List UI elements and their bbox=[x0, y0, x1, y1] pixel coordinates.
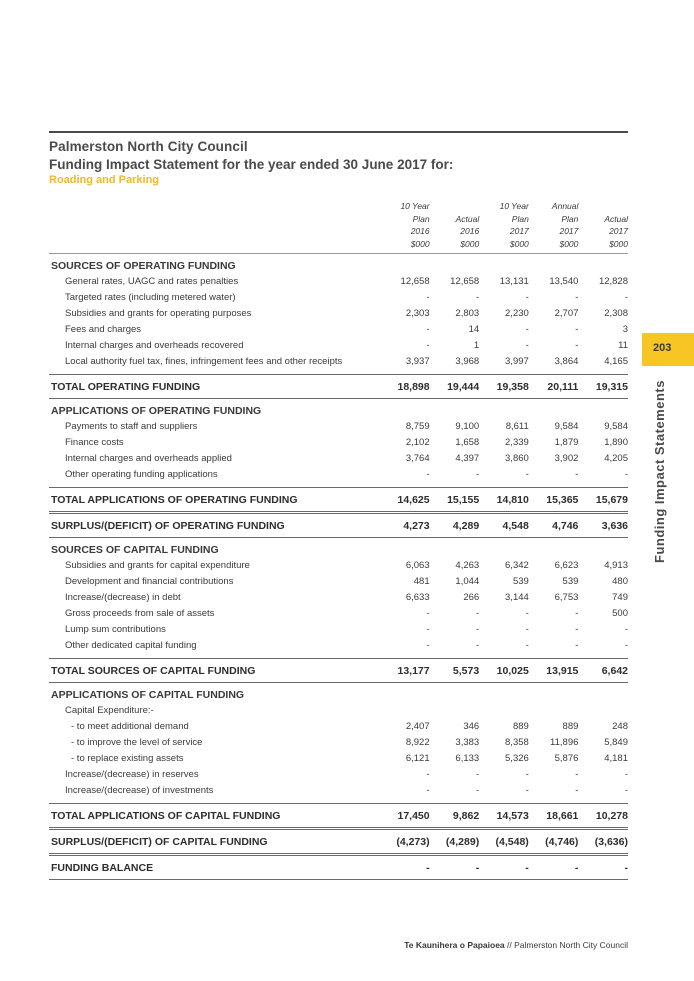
cell-value: 1,879 bbox=[554, 436, 579, 448]
cell-value: 9,100 bbox=[455, 420, 480, 432]
cell-value: - bbox=[575, 607, 579, 619]
header-blank bbox=[49, 195, 380, 254]
top-rule bbox=[49, 131, 628, 133]
cell-value: 500 bbox=[612, 607, 628, 619]
cell-value: 3,860 bbox=[505, 452, 529, 464]
section-heading-row bbox=[49, 683, 628, 703]
cell-value: - bbox=[426, 291, 430, 303]
row-label: TOTAL APPLICATIONS OF OPERATING FUNDING bbox=[49, 488, 380, 513]
cell-value: 8,358 bbox=[505, 736, 529, 748]
cell-value: 6,642 bbox=[578, 659, 628, 683]
cell-value: - bbox=[525, 607, 529, 619]
section-heading-row bbox=[49, 399, 628, 419]
cell-value: 8,611 bbox=[505, 420, 529, 432]
cell-value: - bbox=[426, 623, 430, 635]
footer-separator: // bbox=[507, 940, 512, 950]
cell-value: 2,303 bbox=[405, 307, 430, 319]
table-row bbox=[49, 750, 628, 766]
cell-value: 1,658 bbox=[455, 436, 480, 448]
cell-value: - bbox=[525, 784, 529, 796]
row-label: Development and financial contributions bbox=[65, 575, 234, 587]
cell-value: 18,661 bbox=[529, 804, 579, 829]
surplus-row bbox=[49, 829, 628, 855]
cell-value: 2,707 bbox=[554, 307, 579, 319]
page-title: Funding Impact Statement for the year ended 30 June 2017 for: bbox=[49, 157, 454, 172]
cell-value: 539 bbox=[562, 575, 579, 587]
table-row bbox=[49, 337, 628, 353]
cell-value: 3 bbox=[622, 323, 628, 335]
cell-value: 10,278 bbox=[578, 804, 628, 829]
cell-value: 15,679 bbox=[578, 488, 628, 513]
cell-value: 4,289 bbox=[430, 513, 480, 538]
table-row bbox=[49, 637, 628, 653]
cell-value: 13,915 bbox=[529, 659, 579, 683]
cell-value: 4,181 bbox=[604, 752, 628, 764]
col-header-4: Annual Plan 2017 $000 bbox=[529, 195, 579, 254]
cell-value: 6,633 bbox=[405, 591, 430, 603]
section-heading: APPLICATIONS OF CAPITAL FUNDING bbox=[51, 689, 245, 701]
cell-value: 3,937 bbox=[405, 355, 430, 367]
cell-value: 480 bbox=[612, 575, 628, 587]
row-label: Other operating funding applications bbox=[65, 468, 218, 480]
row-label: TOTAL APPLICATIONS OF CAPITAL FUNDING bbox=[49, 804, 380, 829]
cell-value: 14,573 bbox=[479, 804, 529, 829]
cell-value: - bbox=[624, 291, 628, 303]
total-row bbox=[49, 375, 628, 399]
cell-value: - bbox=[575, 768, 579, 780]
cell-value: 481 bbox=[413, 575, 430, 587]
cell-value: 3,902 bbox=[554, 452, 579, 464]
row-label: - to meet additional demand bbox=[71, 720, 189, 732]
row-label: Subsidies and grants for capital expenditure bbox=[65, 559, 250, 571]
capex-heading-row bbox=[49, 702, 628, 718]
cell-value: - bbox=[476, 768, 480, 780]
section-heading: SOURCES OF CAPITAL FUNDING bbox=[51, 544, 219, 556]
section-heading: SOURCES OF OPERATING FUNDING bbox=[51, 260, 236, 272]
cell-value: (4,746) bbox=[529, 829, 579, 855]
surplus-row bbox=[49, 513, 628, 538]
cell-value: 19,315 bbox=[578, 375, 628, 399]
cell-value: 2,407 bbox=[405, 720, 430, 732]
section-heading-row bbox=[49, 254, 628, 274]
cell-value: - bbox=[575, 468, 579, 480]
cell-value: 9,584 bbox=[604, 420, 628, 432]
row-label: SURPLUS/(DEFICIT) OF OPERATING FUNDING bbox=[49, 513, 380, 538]
col-header-3: 10 Year Plan 2017 $000 bbox=[479, 195, 529, 254]
cell-value: 248 bbox=[612, 720, 628, 732]
cell-value: - bbox=[476, 607, 480, 619]
row-label: Targeted rates (including metered water) bbox=[65, 291, 236, 303]
section-side-label: Funding Impact Statements bbox=[652, 380, 667, 563]
cell-value: - bbox=[476, 468, 480, 480]
cell-value: - bbox=[426, 323, 430, 335]
cell-value: 13,131 bbox=[499, 275, 529, 287]
cell-value: 1 bbox=[473, 339, 480, 351]
cell-value: 5,876 bbox=[554, 752, 579, 764]
cell-value: 9,862 bbox=[430, 804, 480, 829]
cell-value: 889 bbox=[512, 720, 529, 732]
footer-english-name: Palmerston North City Council bbox=[514, 940, 628, 950]
cell-value: - bbox=[578, 855, 628, 880]
cell-value: (4,273) bbox=[380, 829, 430, 855]
cell-value: 3,383 bbox=[455, 736, 480, 748]
cell-value: (4,548) bbox=[479, 829, 529, 855]
cell-value: - bbox=[624, 639, 628, 651]
cell-value: 2,230 bbox=[505, 307, 529, 319]
cell-value: - bbox=[624, 623, 628, 635]
row-label: Subsidies and grants for operating purposes bbox=[65, 307, 252, 319]
row-label: - to replace existing assets bbox=[71, 752, 184, 764]
cell-value: - bbox=[575, 639, 579, 651]
cell-value: 3,764 bbox=[405, 452, 430, 464]
cell-value: 4,746 bbox=[529, 513, 579, 538]
cell-value: - bbox=[430, 855, 480, 880]
cell-value: 749 bbox=[612, 591, 628, 603]
row-label: Increase/(decrease) of investments bbox=[65, 784, 214, 796]
cell-value: 539 bbox=[512, 575, 529, 587]
cell-value: 20,111 bbox=[529, 375, 579, 399]
table-row bbox=[49, 589, 628, 605]
cell-value: 17,450 bbox=[380, 804, 430, 829]
cell-value: - bbox=[426, 468, 430, 480]
cell-value: - bbox=[476, 639, 480, 651]
cell-value: 6,121 bbox=[405, 752, 430, 764]
funding-impact-table bbox=[49, 195, 628, 880]
cell-value: 15,365 bbox=[529, 488, 579, 513]
cell-value: 12,828 bbox=[598, 275, 628, 287]
cell-value: - bbox=[426, 768, 430, 780]
cell-value: 2,102 bbox=[405, 436, 430, 448]
cell-value: - bbox=[525, 468, 529, 480]
activity-subtitle: Roading and Parking bbox=[49, 174, 160, 186]
total-row bbox=[49, 488, 628, 513]
cell-value: 266 bbox=[463, 591, 480, 603]
cell-value: 6,342 bbox=[505, 559, 529, 571]
cell-value: 10,025 bbox=[479, 659, 529, 683]
cell-value: 14,625 bbox=[380, 488, 430, 513]
cell-value: 12,658 bbox=[400, 275, 430, 287]
cell-value: 11,896 bbox=[550, 736, 579, 748]
row-label: Gross proceeds from sale of assets bbox=[65, 607, 215, 619]
section-heading-row bbox=[49, 538, 628, 558]
total-row bbox=[49, 659, 628, 683]
cell-value: 3,968 bbox=[455, 355, 480, 367]
row-label: Internal charges and overheads applied bbox=[65, 452, 232, 464]
cell-value: - bbox=[426, 639, 430, 651]
cell-value: 3,636 bbox=[578, 513, 628, 538]
table-row bbox=[49, 418, 628, 434]
cell-value: 19,358 bbox=[479, 375, 529, 399]
cell-value: 4,165 bbox=[604, 355, 628, 367]
table-row bbox=[49, 557, 628, 573]
table-row bbox=[49, 273, 628, 289]
cell-value: 14,810 bbox=[479, 488, 529, 513]
table-row bbox=[49, 718, 628, 734]
row-label: SURPLUS/(DEFICIT) OF CAPITAL FUNDING bbox=[49, 829, 380, 855]
row-label: Lump sum contributions bbox=[65, 623, 166, 635]
cell-value: 6,623 bbox=[554, 559, 579, 571]
footer-maori-name: Te Kaunihera o Papaioea bbox=[404, 940, 505, 950]
cell-value: 5,849 bbox=[604, 736, 628, 748]
row-label: TOTAL OPERATING FUNDING bbox=[49, 375, 380, 399]
cell-value: 4,548 bbox=[479, 513, 529, 538]
row-label: FUNDING BALANCE bbox=[49, 855, 380, 880]
cell-value: - bbox=[525, 323, 529, 335]
cell-value: - bbox=[575, 623, 579, 635]
cell-value: 5,326 bbox=[505, 752, 529, 764]
table-row bbox=[49, 434, 628, 450]
cell-value: 3,864 bbox=[554, 355, 579, 367]
table-row bbox=[49, 305, 628, 321]
cell-value: - bbox=[575, 784, 579, 796]
column-header-row bbox=[49, 195, 628, 254]
funding-balance-row bbox=[49, 855, 628, 880]
cell-value: - bbox=[525, 291, 529, 303]
cell-value: 889 bbox=[562, 720, 579, 732]
cell-value: - bbox=[525, 639, 529, 651]
cell-value: - bbox=[426, 607, 430, 619]
row-label: Internal charges and overheads recovered bbox=[65, 339, 244, 351]
cell-value: 4,273 bbox=[380, 513, 430, 538]
cell-value: 19,444 bbox=[430, 375, 480, 399]
cell-value: - bbox=[380, 855, 430, 880]
table-row bbox=[49, 353, 628, 369]
cell-value: 14 bbox=[468, 323, 480, 335]
page-number: 203 bbox=[653, 342, 672, 354]
cell-value: - bbox=[624, 768, 628, 780]
row-label: Increase/(decrease) in debt bbox=[65, 591, 181, 603]
cell-value: 4,205 bbox=[604, 452, 628, 464]
org-name: Palmerston North City Council bbox=[49, 139, 248, 154]
table-row bbox=[49, 766, 628, 782]
cell-value: 2,308 bbox=[604, 307, 628, 319]
total-row bbox=[49, 804, 628, 829]
cell-value: 18,898 bbox=[380, 375, 430, 399]
cell-value: 11 bbox=[618, 339, 628, 351]
cell-value: - bbox=[575, 323, 579, 335]
cell-value: 2,803 bbox=[455, 307, 480, 319]
cell-value: (4,289) bbox=[430, 829, 480, 855]
table-row bbox=[49, 782, 628, 798]
row-label: Local authority fuel tax, fines, infringement fees and other receipts bbox=[65, 355, 343, 367]
cell-value: 6,133 bbox=[455, 752, 480, 764]
cell-value: 346 bbox=[463, 720, 480, 732]
cell-value: 15,155 bbox=[430, 488, 480, 513]
cell-value: - bbox=[575, 291, 579, 303]
row-label: - to improve the level of service bbox=[71, 736, 203, 748]
section-heading: Capital Expenditure:- bbox=[65, 704, 154, 716]
row-label: Other dedicated capital funding bbox=[65, 639, 197, 651]
cell-value: 6,063 bbox=[405, 559, 430, 571]
cell-value: 13,177 bbox=[380, 659, 430, 683]
table-row bbox=[49, 573, 628, 589]
row-label: TOTAL SOURCES OF CAPITAL FUNDING bbox=[49, 659, 380, 683]
cell-value: - bbox=[525, 768, 529, 780]
col-header-1: 10 Year Plan 2016 $000 bbox=[380, 195, 430, 254]
cell-value: 2,339 bbox=[505, 436, 529, 448]
table-row bbox=[49, 466, 628, 482]
cell-value: - bbox=[476, 784, 480, 796]
cell-value: - bbox=[525, 339, 529, 351]
table-row bbox=[49, 621, 628, 637]
page-number-tab bbox=[642, 333, 694, 366]
cell-value: 4,913 bbox=[604, 559, 628, 571]
row-label: Finance costs bbox=[65, 436, 124, 448]
cell-value: - bbox=[525, 623, 529, 635]
row-label: Increase/(decrease) in reserves bbox=[65, 768, 199, 780]
table-row bbox=[49, 321, 628, 337]
cell-value: - bbox=[575, 339, 579, 351]
table-row bbox=[49, 605, 628, 621]
cell-value: 5,573 bbox=[430, 659, 480, 683]
cell-value: 3,997 bbox=[505, 355, 529, 367]
cell-value: 13,540 bbox=[549, 275, 579, 287]
section-heading: APPLICATIONS OF OPERATING FUNDING bbox=[51, 405, 262, 417]
cell-value: 9,584 bbox=[554, 420, 579, 432]
cell-value: - bbox=[426, 339, 430, 351]
cell-value: - bbox=[529, 855, 579, 880]
cell-value: 12,658 bbox=[450, 275, 480, 287]
cell-value: 4,397 bbox=[455, 452, 480, 464]
cell-value: - bbox=[426, 784, 430, 796]
cell-value: 6,753 bbox=[554, 591, 579, 603]
footer bbox=[404, 940, 628, 950]
cell-value: 4,263 bbox=[455, 559, 480, 571]
cell-value: 8,759 bbox=[405, 420, 430, 432]
cell-value: - bbox=[476, 291, 480, 303]
cell-value: (3,636) bbox=[578, 829, 628, 855]
cell-value: 8,922 bbox=[405, 736, 430, 748]
cell-value: - bbox=[624, 468, 628, 480]
cell-value: - bbox=[479, 855, 529, 880]
row-label: Payments to staff and suppliers bbox=[65, 420, 198, 432]
cell-value: - bbox=[624, 784, 628, 796]
col-header-5: Actual 2017 $000 bbox=[578, 195, 628, 254]
cell-value: 1,890 bbox=[604, 436, 628, 448]
table-row bbox=[49, 289, 628, 305]
row-label: General rates, UAGC and rates penalties bbox=[65, 275, 239, 287]
cell-value: 3,144 bbox=[505, 591, 529, 603]
row-label: Fees and charges bbox=[65, 323, 142, 335]
table-row bbox=[49, 734, 628, 750]
cell-value: - bbox=[476, 623, 480, 635]
cell-value: 1,044 bbox=[455, 575, 480, 587]
col-header-2: Actual 2016 $000 bbox=[430, 195, 480, 254]
table-row bbox=[49, 450, 628, 466]
